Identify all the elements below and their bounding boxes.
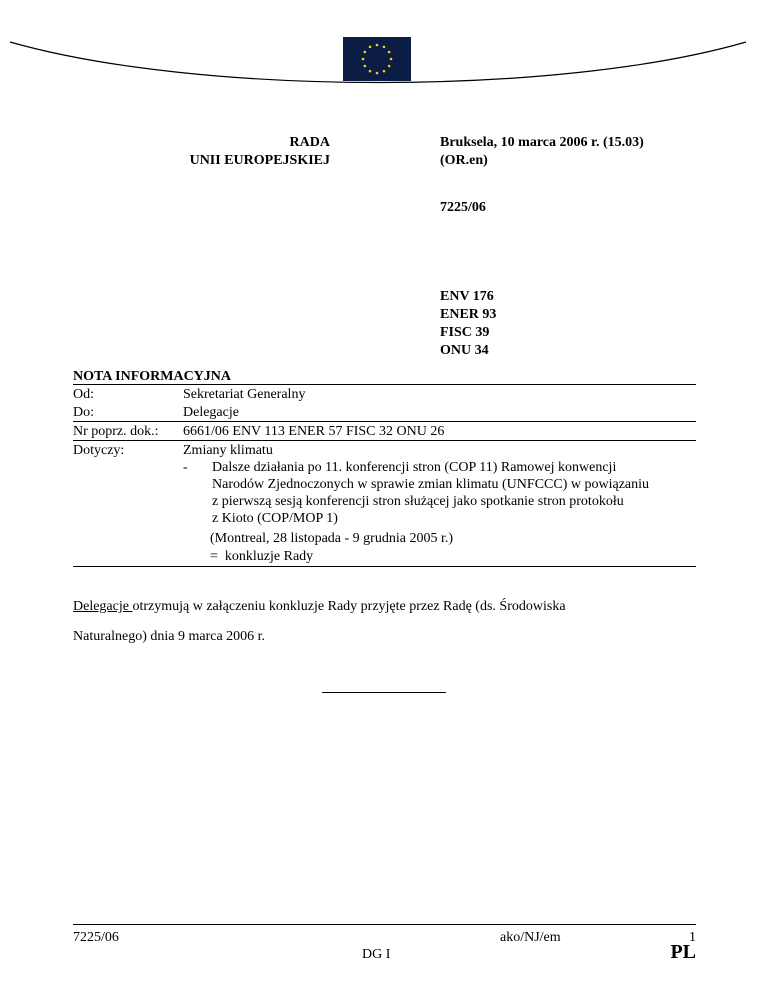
- from-value: Sekretariat Generalny: [183, 387, 306, 402]
- eu-flag-logo: [343, 37, 411, 81]
- flag-star-icon: [388, 51, 391, 54]
- subject-line: Dalsze działania po 11. konferencji stron (COP 11) Ramowej konwencji: [212, 460, 617, 475]
- subject-details: [212, 459, 712, 527]
- body-lead-word: Delegacje: [73, 599, 133, 614]
- flag-star-icon: [383, 46, 386, 49]
- subject-place: (Montreal, 28 listopada - 9 grudnia 2005 r.): [210, 531, 454, 546]
- footer-dg: DG I: [362, 947, 391, 962]
- body-line-2: Naturalnego) dnia 9 marca 2006 r.: [73, 629, 266, 644]
- end-separator: [322, 692, 446, 693]
- flag-star-icon: [369, 46, 372, 49]
- subject-label: Dotyczy:: [73, 443, 125, 458]
- classification-codes: [440, 288, 496, 360]
- original-language: (OR.en): [440, 153, 488, 168]
- subject-value: Zmiany klimatu: [183, 443, 273, 458]
- body-line-1: [73, 592, 693, 622]
- council-name: [150, 134, 330, 170]
- flag-star-icon: [388, 65, 391, 68]
- to-label: Do:: [73, 405, 94, 420]
- body-line-1-rest: otrzymują w załączeniu konkluzje Rady przyjęte przez Radę (ds. Środowiska: [132, 599, 566, 614]
- council-line-1: RADA: [289, 135, 330, 150]
- flag-star-icon: [364, 51, 367, 54]
- flag-star-icon: [390, 58, 393, 61]
- divider: [73, 566, 696, 567]
- divider: [73, 440, 696, 441]
- flag-star-icon: [362, 58, 365, 61]
- body-paragraph: [73, 592, 693, 652]
- flag-star-icon: [383, 70, 386, 73]
- footer-initials: ako/NJ/em: [500, 930, 561, 945]
- flag-star-icon: [376, 44, 379, 47]
- footer-doc-number: 7225/06: [73, 930, 119, 945]
- subject-line: z Kioto (COP/MOP 1): [212, 511, 338, 526]
- language-code: PL: [670, 941, 696, 963]
- subject-bullet: -: [183, 460, 188, 475]
- from-label: Od:: [73, 387, 94, 402]
- divider: [73, 384, 696, 385]
- flag-star-icon: [364, 65, 367, 68]
- flag-star-icon: [369, 70, 372, 73]
- date-block: [440, 134, 644, 170]
- flag-star-icon: [376, 72, 379, 75]
- note-title: NOTA INFORMACYJNA: [73, 369, 232, 384]
- code-ener: ENER 93: [440, 307, 497, 322]
- to-value: Delegacje: [183, 405, 239, 420]
- page-number: 1: [689, 930, 696, 945]
- subject-line: z pierwszą sesją konferencji stron służącej jako spotkanie stron protokołu: [212, 494, 624, 509]
- date-line: Bruksela, 10 marca 2006 r. (15.03): [440, 135, 644, 150]
- prev-doc-value: 6661/06 ENV 113 ENER 57 FISC 32 ONU 26: [183, 424, 445, 439]
- footer-divider: [73, 924, 696, 925]
- code-onu: ONU 34: [440, 343, 489, 358]
- document-number: 7225/06: [440, 200, 486, 215]
- prev-doc-label: Nr poprz. dok.:: [73, 424, 159, 439]
- subject-line: Narodów Zjednoczonych w sprawie zmian klimatu (UNFCCC) w powiązaniu: [212, 477, 650, 492]
- divider: [73, 421, 696, 422]
- subject-result: = konkluzje Rady: [210, 549, 314, 564]
- code-fisc: FISC 39: [440, 325, 490, 340]
- code-env: ENV 176: [440, 289, 494, 304]
- council-line-2: UNII EUROPEJSKIEJ: [189, 153, 330, 168]
